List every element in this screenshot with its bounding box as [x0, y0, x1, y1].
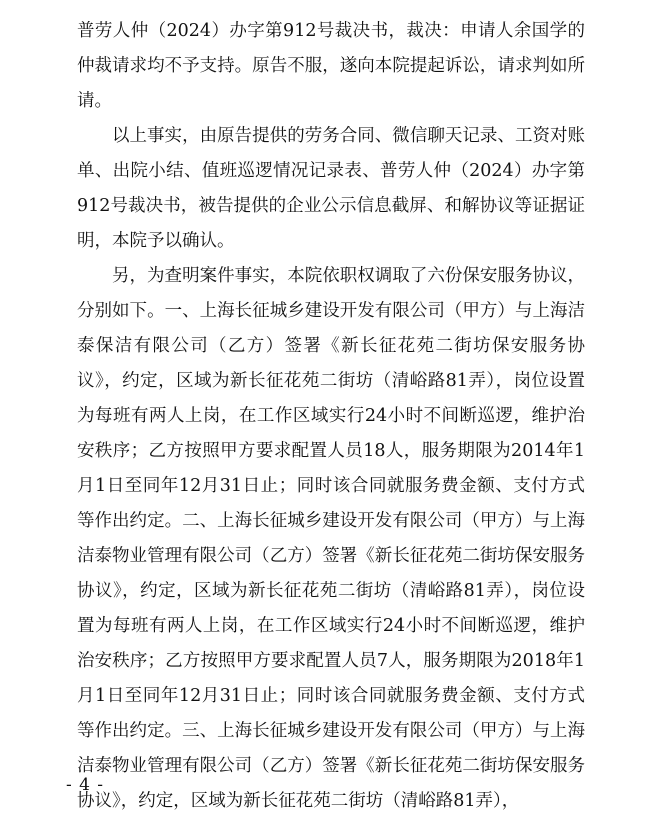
paragraph-security-agreements: 另，为查明案件事实，本院依职权调取了六份保安服务协议，分别如下。一、上海长征城乡建设开发有限公司（甲方）与上海洁泰保洁有限公司（乙方）签署《新长征花苑二街坊保安服务协议》，约定，区域为新长征花苑二街坊（清峪路81弄），岗位设置为每班有两人上岗，在工作区域实行24小时不间断巡逻，维护治安秩序；乙方按照甲方要求配置人员18人，服务期限为2014年1月1日至同年12月31日止；同时该合同就服务费金额、支付方式等作出约定。二、上海长征城乡建设开发有限公司（甲方）与上海洁泰物业管理有限公司（乙方）签署《新长征花苑二街坊保安服务协议》，约定，区域为新长征花苑二街坊（清峪路81弄），岗位设置为每班有两人上岗，在工作区域实行24小时不间断巡逻，维护治安秩序；乙方按照甲方要求配置人员7人，服务期限为2018年1月1日至同年12月31日止；同时该合同就服务费金额、支付方式等作出约定。三、上海长征城乡建设开发有限公司（甲方）与上海洁泰物业管理有限公司（乙方）签署《新长征花苑二街坊保安服务协议》，约定，区域为新长征花苑二街坊（清峪路81弄）， — [77, 266, 585, 811]
document-body — [77, 14, 585, 819]
paragraph-evidence-confirmation: 以上事实，由原告提供的劳务合同、微信聊天记录、工资对账单、出院小结、值班巡逻情况记录表、普劳人仲（2024）办字第912号裁决书，被告提供的企业公示信息截屏、和解协议等证据证明，本院予以确认。 — [77, 126, 585, 251]
paragraph-arbitration-ruling: 普劳人仲（2024）办字第912号裁决书，裁决：申请人余国学的仲裁请求均不予支持。原告不服，遂向本院提起诉讼，请求判如所请。 — [77, 21, 585, 111]
page-number: - 4 - — [65, 775, 105, 795]
